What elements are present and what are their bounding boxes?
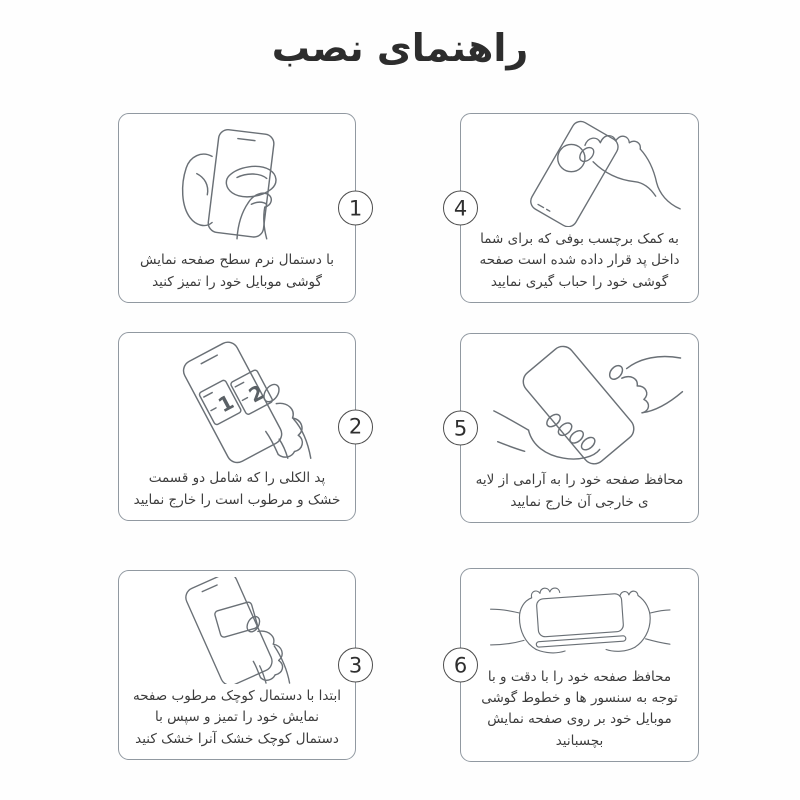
step-card-6	[453, 568, 699, 762]
packet-2-label: 2	[244, 379, 269, 408]
cloth	[214, 601, 258, 638]
illustration-buff-sticker-icon	[461, 114, 698, 227]
step-caption: محافظ صفحه خود را با دقت و با توجه به سنسور ها و خطوط گوشی موبایل خود بر روی صفحه نمایش بچسبانید	[481, 668, 678, 749]
bottom-hand	[494, 411, 600, 459]
step-card-5	[453, 333, 699, 523]
step-number-badge	[443, 648, 478, 683]
right-hand	[577, 136, 680, 209]
buff-sticker	[558, 144, 585, 171]
step-number-badge	[338, 409, 373, 444]
step-number: 6	[453, 653, 468, 677]
protector-film	[536, 636, 626, 648]
top-right-hand	[607, 357, 682, 413]
step-card-3	[118, 570, 363, 760]
step-number: 3	[348, 653, 363, 677]
right-hand	[606, 591, 670, 651]
page-title: راهنمای نصب	[271, 26, 529, 70]
step-card-2	[118, 332, 363, 521]
illustration-peel-layer-icon	[461, 334, 698, 468]
step-caption: محافظ صفحه خود را به آرامی از لایه ی خارجی آن خارج نمایید	[475, 472, 684, 510]
step-caption: به کمک برچسب بوفی که برای شما داخل پد قرار داده شده است صفحه گوشی خود را حباب گیری نمایید	[479, 231, 680, 290]
step-number-badge	[443, 411, 478, 446]
step-number: 1	[348, 196, 363, 220]
step-caption: پد الکلی را که شامل دو قسمت خشک و مرطوب است را خارج نمایید	[133, 470, 341, 508]
step-number: 2	[348, 414, 363, 439]
step-card-1	[118, 113, 363, 303]
step-card-4	[453, 113, 699, 303]
phone-outline	[207, 129, 275, 238]
packet-1-label: 1	[214, 389, 238, 418]
phone-outline	[183, 571, 275, 684]
phone-outline	[519, 342, 639, 469]
illustration-wet-dry-wipe-icon	[119, 571, 355, 684]
left-hand	[183, 154, 212, 225]
illustration-alcohol-pads-icon	[119, 333, 355, 466]
step-caption: ابتدا با دستمال کوچک مرطوب صفحه نمایش خود را تمیز و سپس با دستمال کوچک خشک آنرا خشک کنید	[132, 688, 342, 747]
right-hand	[237, 193, 271, 239]
illustration-apply-protector-icon	[461, 569, 698, 665]
phone-outline	[533, 593, 626, 647]
step-number-badge	[443, 191, 478, 226]
step-number-badge	[338, 191, 373, 226]
step-number: 4	[453, 196, 468, 220]
illustration-wipe-phone-icon	[119, 114, 355, 248]
step-number-badge	[338, 648, 373, 683]
step-number: 5	[453, 416, 468, 440]
step-caption: با دستمال نرم سطح صفحه نمایش گوشی موبایل خود را تمیز کنید	[139, 252, 334, 290]
